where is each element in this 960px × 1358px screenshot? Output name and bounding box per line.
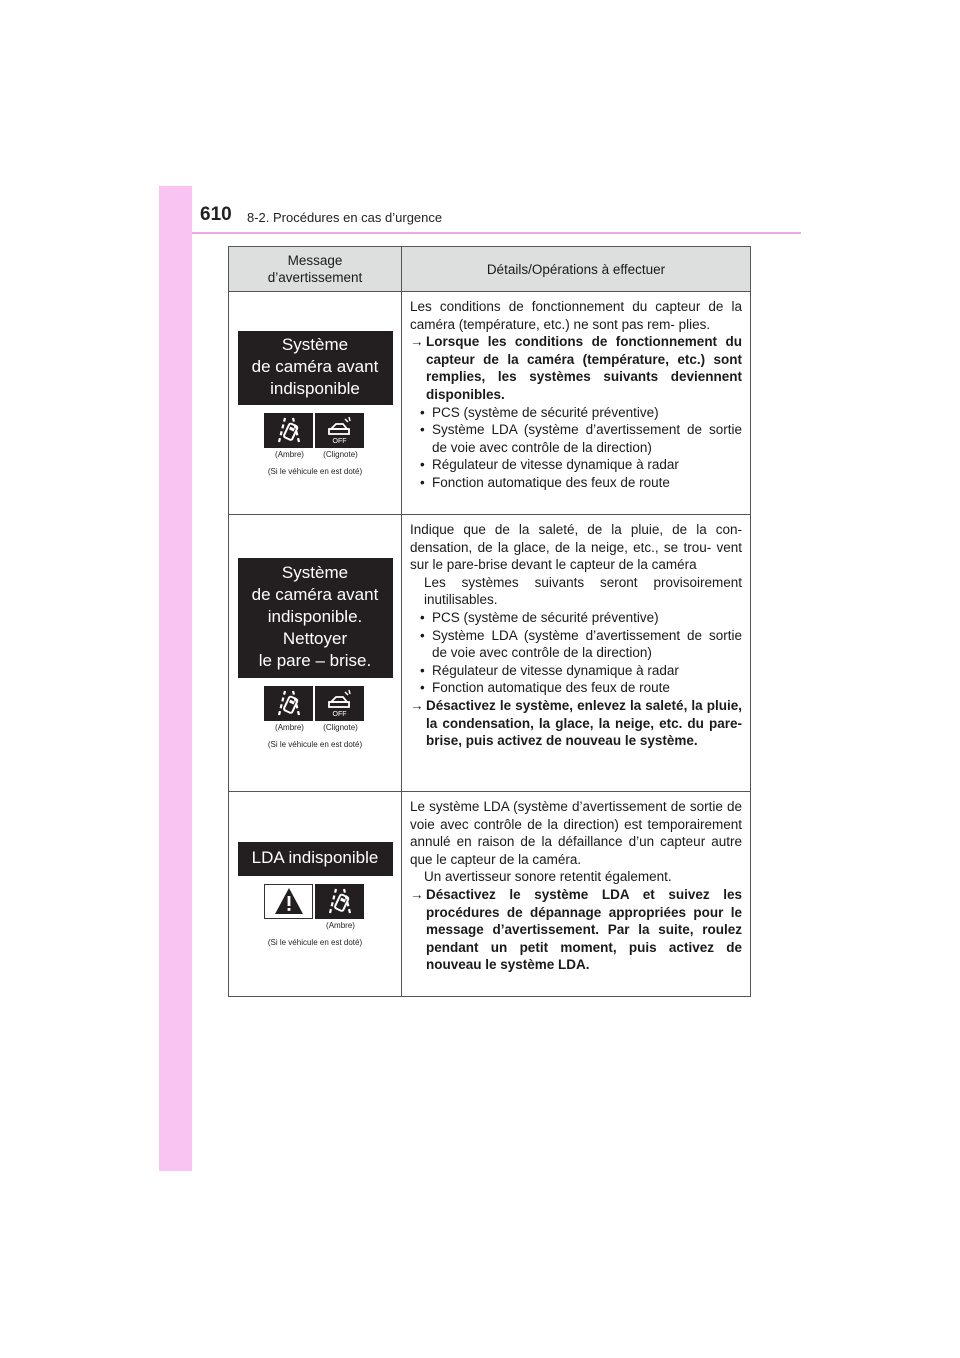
- list-item: • Fonction automatique des feux de route: [420, 680, 670, 696]
- arrow-icon: →: [410, 697, 424, 713]
- list-item: • Système LDA (système d’avertissement de sortie de voie avec contrôle de la direction): [420, 627, 742, 661]
- icon-caption: (Ambre): [275, 449, 304, 459]
- icon-caption: (Clignote): [323, 722, 358, 732]
- list-item: • PCS (système de sécurité préventive): [420, 404, 659, 420]
- message-line: LDA indisponible: [251, 847, 379, 867]
- warning-message-display: [238, 842, 393, 876]
- off-label: OFF: [332, 437, 347, 445]
- table-row: [229, 292, 751, 515]
- col-header-details: Détails/Opérations à effectuer: [402, 247, 751, 292]
- availability-note: (Si le véhicule en est doté): [267, 937, 363, 947]
- system-list: [410, 404, 742, 492]
- warning-table: [228, 246, 751, 997]
- system-list: [410, 609, 742, 697]
- col-header-message: Message d’avertissement: [229, 247, 402, 292]
- message-line: le pare – brise.: [258, 650, 372, 670]
- list-item: • Régulateur de vitesse dynamique à radar: [420, 457, 679, 473]
- message-cell: [229, 292, 402, 515]
- icon-caption: (Ambre): [275, 722, 304, 732]
- section-title: 8-2. Procédures en cas d’urgence: [247, 210, 443, 225]
- arrow-icon: →: [410, 334, 424, 350]
- message-line: Système: [281, 562, 349, 582]
- operation-step: → Désactivez le système, enlevez la saleté, la pluie, la condensation, la glace, la neige, etc. du pare-brise, puis activez de nouveau le système.: [410, 697, 742, 749]
- header-rule: [192, 232, 801, 234]
- lane-departure-icon: [315, 884, 364, 919]
- list-item: • Régulateur de vitesse dynamique à radar: [420, 662, 679, 678]
- icon-caption: (Clignote): [323, 449, 358, 459]
- warning-triangle-icon: [264, 884, 313, 919]
- pcs-off-icon: [315, 686, 364, 721]
- message-cell: [229, 515, 402, 792]
- message-line: indisponible: [270, 378, 360, 398]
- availability-note: (Si le véhicule en est doté): [267, 739, 363, 749]
- list-item: • Fonction automatique des feux de route: [420, 474, 670, 490]
- details-cell: [402, 792, 751, 997]
- list-item: • PCS (système de sécurité préventive): [420, 609, 659, 625]
- message-line: indisponible.: [267, 606, 363, 626]
- sub-text: Les systèmes suivants seront provisoirement inutilisables.: [424, 574, 742, 608]
- condition-text: Le système LDA (système d’avertissement de sortie de voie avec contrôle de la direction) est temporairement annulé en raison de la défaillance d’un capteur autre que le capteur de la caméra.: [410, 799, 742, 867]
- message-line: de caméra avant: [251, 584, 379, 604]
- operation-step: → Lorsque les conditions de fonctionnement du capteur de la caméra (température, etc.) sont remplies, les systèmes suivants deviennent disponibles.: [410, 334, 742, 402]
- details-cell: [402, 292, 751, 515]
- message-cell: [229, 792, 402, 997]
- sub-text: Un avertisseur sonore retentit également.: [424, 869, 672, 885]
- operation-step: → Désactivez le système LDA et suivez les procédures de dépannage appropriées pour le message d’avertissement. Par la suite, roulez pendant un petit moment, puis activez de nouveau le système LDA.: [410, 886, 742, 973]
- table-row: [229, 515, 751, 792]
- pcs-off-icon: [315, 413, 364, 448]
- table-row: [229, 792, 751, 997]
- warning-message-display: [238, 331, 393, 405]
- icon-caption: (Ambre): [326, 920, 355, 930]
- side-tab-band: [159, 186, 192, 1171]
- lane-departure-icon: [264, 686, 313, 721]
- condition-text: Indique que de la saleté, de la pluie, de la con- densation, de la glace, de la neige, etc., se trou- vent sur le pare-brise devant le capteur de la caméra: [410, 522, 742, 573]
- lane-departure-icon: [264, 413, 313, 448]
- arrow-icon: →: [410, 886, 424, 902]
- condition-text: Les conditions de fonctionnement du capteur de la caméra (température, etc.) ne sont pas rem- plies.: [410, 299, 742, 332]
- warning-message-display: [238, 558, 393, 678]
- details-cell: [402, 515, 751, 792]
- message-line: Nettoyer: [282, 628, 348, 648]
- page-number: 610: [200, 204, 232, 225]
- off-label: OFF: [332, 710, 347, 718]
- list-item: • Système LDA (système d’avertissement de sortie de voie avec contrôle de la direction): [420, 422, 742, 455]
- message-line: de caméra avant: [251, 356, 379, 376]
- message-line: Système: [281, 334, 349, 354]
- availability-note: (Si le véhicule en est doté): [267, 466, 363, 476]
